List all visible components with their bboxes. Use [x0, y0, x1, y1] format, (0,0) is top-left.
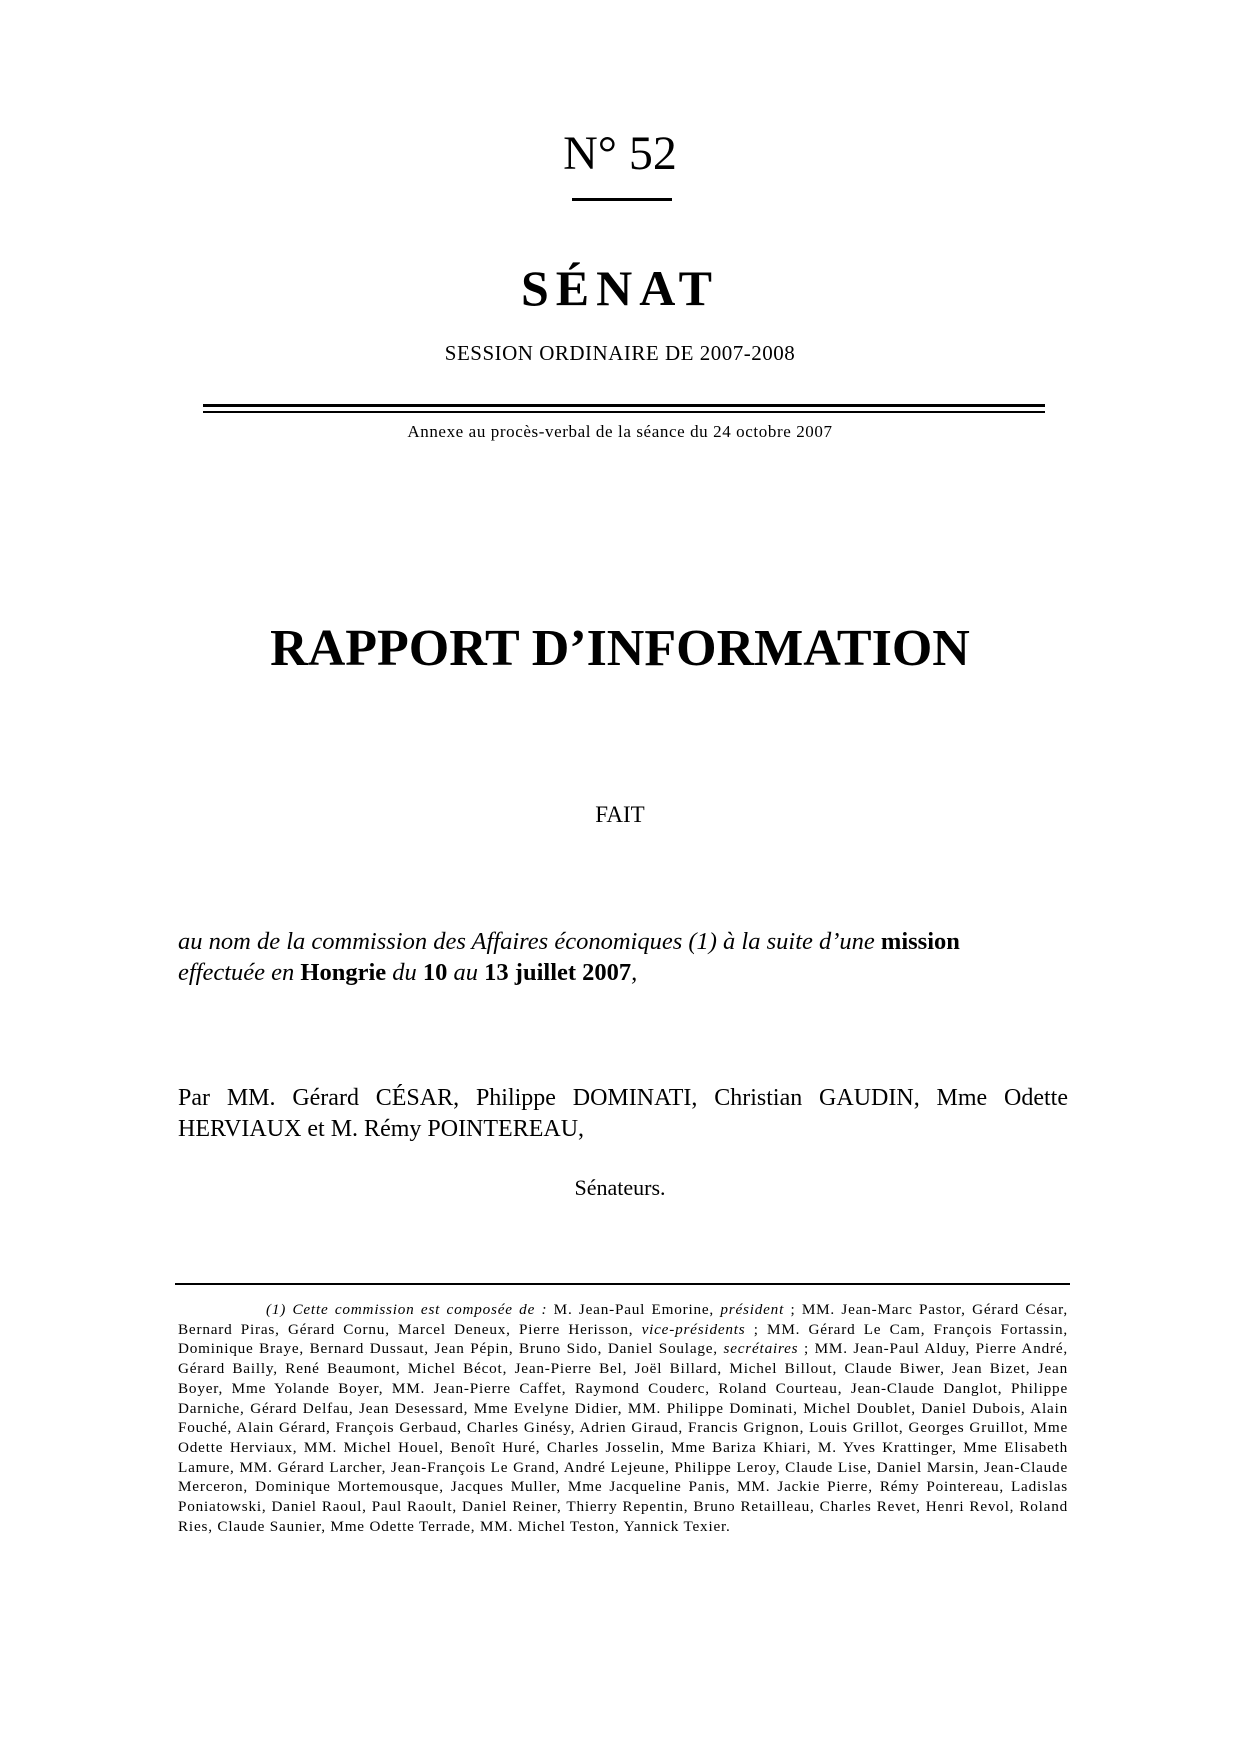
- footnote-intro: (1) Cette commission est composée de :: [266, 1301, 548, 1318]
- mission-text-1: au nom de la commission des Affaires économiques (1) à la suite d’une: [178, 928, 881, 955]
- mission-text-2: effectuée en: [178, 959, 301, 986]
- mission-text-3: du: [386, 959, 423, 986]
- mission-word: mission: [880, 928, 960, 955]
- authors-line-1: Par MM. Gérard CÉSAR, Philippe DOMINATI, Christian GAUDIN, Mme Odette: [178, 1085, 1068, 1111]
- mission-text-5: ,: [631, 959, 638, 986]
- institution-name: SÉNAT: [520, 260, 719, 316]
- footnote-text-2: ; MM. Jean-Marc Pastor, Gérard César, Bernard Piras, Gérard Cornu, Marcel Deneux, Pierre Herisson,: [178, 1301, 1068, 1338]
- header-double-rule: [203, 404, 1045, 414]
- mission-start-day: 10: [422, 959, 448, 986]
- footnote-separator: [175, 1283, 1070, 1285]
- footnote-president: président: [720, 1301, 785, 1318]
- mission-end-date: 13 juillet 2007: [484, 959, 632, 986]
- mission-text-4: au: [447, 959, 485, 986]
- made-label: FAIT: [595, 802, 645, 827]
- footnote-text-4: ; MM. Jean-Paul Alduy, Pierre André, Gérard Bailly, René Beaumont, Michel Bécot, Jean-Pierre Bel, Joël Billard, Michel Billout, Claude Biwer, Jean Bizet, Jean Boyer, Mme Yolande Boyer, MM. Jean-Pierre Caffet, Raymond Couderc, Roland Courteau, Jean-Claude Danglot, Philippe Darniche, Gérard Delfau, Jean Desessard, Mme Evelyne Didier, MM. Philippe Dominati, Michel Doublet, Daniel Dubois, Alain Fouché, Alain Gérard, François Gerbaud, Charles Ginésy, Adrien Giraud, Francis Grignon, Louis Grillot, Georges Gruillot, Mme Odette Herviaux, MM. Michel Houel, Benoît Huré, Charles Josselin, Mme Bariza Khiari, M. Yves Krattinger, Mme Elisabeth Lamure, MM. Gérard Larcher, Jean-François Le Grand, André Lejeune, Philippe Leroy, Claude Lise, Daniel Marsin, Jean-Claude Merceron, Dominique Mortemousque, Jacques Muller, Mme Jacqueline Panis, MM. Jackie Pierre, Rémy Pointereau, Ladislas Poniatowski, Daniel Raoul, Paul Raoult, Daniel Reiner, Thierry Repentin, Bruno Retailleau, Charles Revet, Henri Revol, Roland Ries, Claude Saunier, Mme Odette Terrade, MM. Michel Teston, Yannick Texier.: [178, 1340, 1068, 1535]
- footnote-secretaires: secrétaires: [723, 1340, 799, 1358]
- signature-line: Sénateurs.: [574, 1175, 666, 1200]
- footnote-text-3: ; MM. Gérard Le Cam, François Fortassin, Dominique Braye, Bernard Dussaut, Jean Pépin, Bruno Sido, Daniel Soulage,: [178, 1320, 1068, 1358]
- footnote-commission-members: [178, 1300, 1068, 1536]
- rule-thick: [203, 404, 1045, 407]
- footnote-vice-presidents: vice-présidents: [641, 1320, 746, 1338]
- authors-line-2: HERVIAUX et M. Rémy POINTEREAU,: [178, 1116, 585, 1142]
- session-line: SESSION ORDINAIRE DE 2007-2008: [444, 341, 796, 365]
- authors-paragraph: [178, 1083, 1068, 1145]
- document-number: N° 52: [563, 127, 677, 180]
- report-title: RAPPORT D’INFORMATION: [270, 620, 970, 677]
- number-underline: [572, 198, 672, 201]
- footnote-text-1: M. Jean-Paul Emorine,: [547, 1301, 721, 1318]
- rule-thin: [203, 411, 1045, 413]
- mission-country: Hongrie: [300, 959, 387, 986]
- mission-paragraph: [178, 926, 1068, 988]
- annex-line: Annexe au procès-verbal de la séance du 24 octobre 2007: [407, 422, 833, 441]
